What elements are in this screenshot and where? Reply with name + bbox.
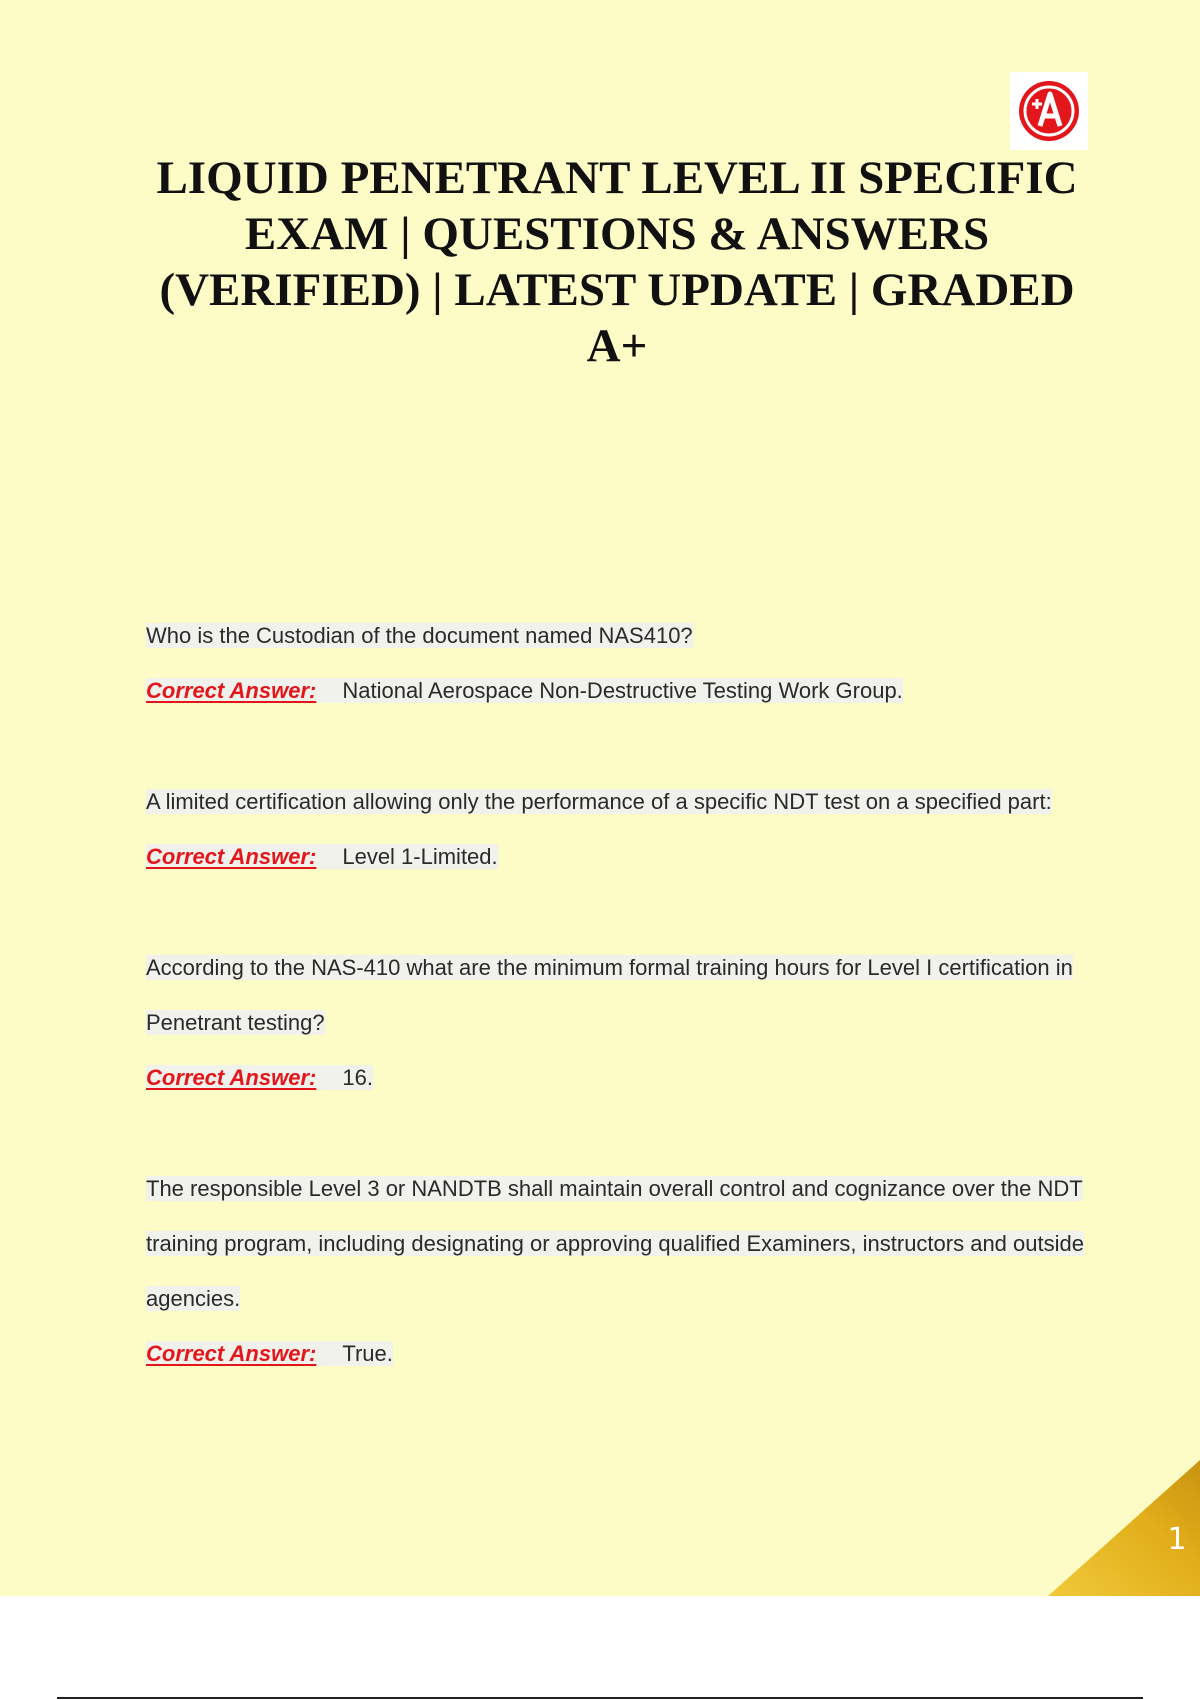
question-text: Who is the Custodian of the document named NAS410? [146, 623, 693, 648]
answer-text: 16. [330, 1065, 373, 1090]
answer-text: Level 1-Limited. [330, 844, 497, 869]
answer-text: National Aerospace Non-Destructive Testing Work Group. [330, 678, 902, 703]
correct-answer-label: Correct Answer: [146, 678, 330, 703]
question-text: According to the NAS-410 what are the minimum formal training hours for Level I certification in Penetrant testing? [146, 955, 1073, 1035]
qa-item [146, 774, 1096, 884]
qa-list [146, 608, 1096, 1437]
answer-text: True. [330, 1341, 393, 1366]
question-text: The responsible Level 3 or NANDTB shall maintain overall control and cognizance over the NDT training program, including designating or approving qualified Examiners, instructors and outside agencies. [146, 1176, 1084, 1311]
page-number: 1 [1167, 1522, 1187, 1557]
correct-answer-label: Correct Answer: [146, 1341, 330, 1366]
qa-item [146, 1161, 1096, 1381]
qa-item [146, 608, 1096, 718]
correct-answer-label: Correct Answer: [146, 1065, 330, 1090]
correct-answer-label: Correct Answer: [146, 844, 330, 869]
question-text: A limited certification allowing only the performance of a specific NDT test on a specified part: [146, 789, 1052, 814]
answer-line [146, 1050, 1096, 1105]
answer-line [146, 663, 1096, 718]
footer-divider [57, 1697, 1143, 1699]
document-title: LIQUID PENETRANT LEVEL II SPECIFIC EXAM | QUESTIONS & ANSWERS (VERIFIED) | LATEST UPDATE | GRADED A+ [156, 152, 1078, 372]
qa-item [146, 940, 1096, 1105]
grade-a-plus-logo-icon [1010, 72, 1088, 150]
answer-line [146, 1326, 1096, 1381]
answer-line [146, 829, 1096, 884]
